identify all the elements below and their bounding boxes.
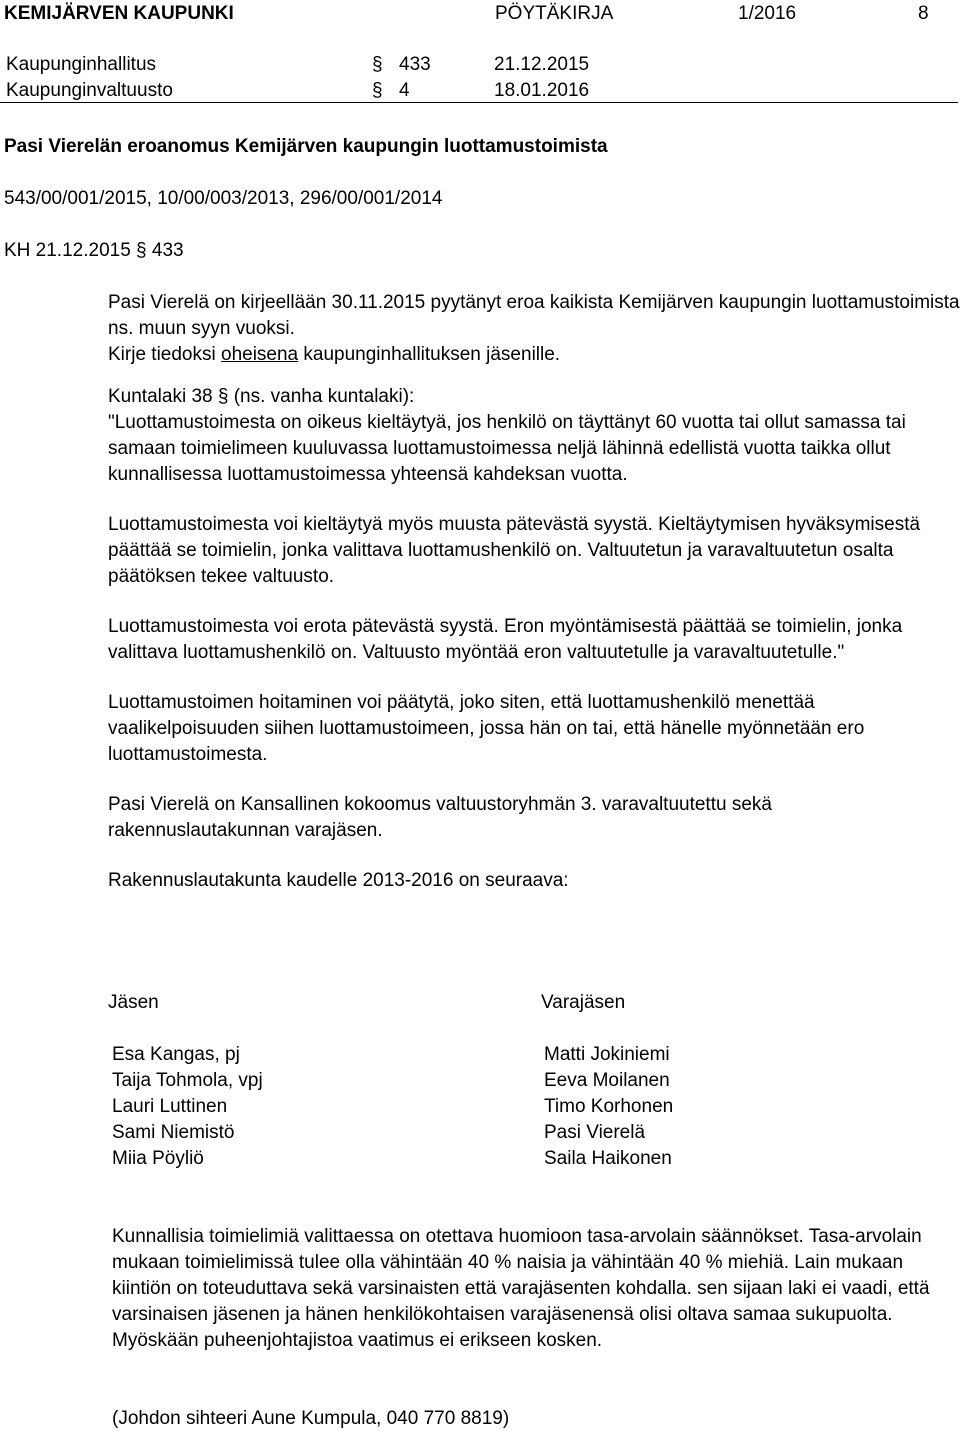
member-list — [112, 1042, 263, 1172]
body-name: Kaupunginvaltuusto — [6, 80, 173, 101]
municipality-name: KEMIJÄRVEN KAUPUNKI — [4, 3, 234, 24]
group-paragraph: Pasi Vierelä on Kansallinen kokoomus valtuustoryhmän 3. varavaltuutettu sekä rakennuslautakunnan varajäsen. — [108, 794, 772, 841]
case-title: Pasi Vierelän eroanomus Kemijärven kaupungin luottamustoimista — [4, 136, 608, 157]
section-icon: § — [217, 386, 229, 407]
list-item: Lauri Luttinen — [112, 1096, 228, 1117]
list-item: Timo Korhonen — [544, 1096, 674, 1117]
law-quote-2: Luottamustoimesta voi kieltäytyä myös muusta pätevästä syystä. Kieltäytymisen hyväksymisestä päättää se toimielin, jonka valittava luottamushenkilö on. Valtuutetun ja varavaltuutetun osalta päätöksen tekee valtuusto. — [108, 514, 921, 587]
list-item: Sami Niemistö — [112, 1122, 235, 1143]
contact-info: (Johdon sihteeri Aune Kumpula, 040 770 8819) — [112, 1408, 510, 1429]
main-text — [108, 290, 960, 894]
deputy-list — [544, 1042, 673, 1172]
member-column-header: Jäsen — [108, 992, 159, 1013]
meeting-date: 18.01.2016 — [494, 80, 590, 101]
section-icon: § — [136, 240, 147, 261]
law-quote-3: Luottamustoimesta voi erota pätevästä syystä. Eron myöntämisestä päättää se toimielin, jonka valittava luottamushenkilö on. Valtuusto myöntää eron valtuutetulle ja varavaltuutetulle." — [108, 616, 903, 663]
equality-paragraph: Kunnallisia toimielimiä valittaessa on otettava huomioon tasa-arvolain säännökset. Tasa-arvolain mukaan toimielimissä tulee olla vähintään 40 % naisia ja vähintään 40 % miehiä. Lain mukaan kiintiön on toteuduttava sekä varsinaisten että varajäsenten kohdalla. sen sijaan laki ei vaadi, että varsinaisen jäsenen ja hänen henkilökohtaisen varajäsenensä olisi oltava samaa sukupuolta. Myöskään puheenjohtajistoa vaatimus ei erikseen kosken. — [112, 1226, 930, 1351]
section-number: 433 — [399, 54, 431, 75]
list-item: Miia Pöyliö — [112, 1148, 204, 1169]
document-number: 1/2016 — [738, 3, 797, 24]
header-divider — [0, 102, 958, 103]
kh-date: KH 21.12.2015 — [4, 240, 131, 261]
list-item: Matti Jokiniemi — [544, 1044, 670, 1065]
law-quote-1: "Luottamustoimesta on oikeus kieltäytyä, jos henkilö on täyttänyt 60 vuotta tai ollut samassa tai samaan toimielimeen kuuluvassa luottamustoimessa neljä lähinnä edellistä vuotta taikka ollut kunnallisessa luottamustoimessa yhteensä kahdeksan vuotta. — [108, 412, 906, 485]
list-item: Eeva Moilanen — [544, 1070, 670, 1091]
list-item: Taija Tohmola, vpj — [112, 1070, 263, 1091]
reference-numbers: 543/00/001/2015, 10/00/003/2013, 296/00/001/2014 — [4, 188, 443, 209]
office-paragraph: Luottamustoimen hoitaminen voi päätytä, joko siten, että luottamushenkilö menettää vaalikelpoisuuden siihen luottamustoimeen, jossa hän on tai, että hänelle myönnetään ero luottamustoimesta. — [108, 692, 865, 765]
body-name: Kaupunginhallitus — [6, 54, 157, 75]
deputy-column-header: Varajäsen — [541, 992, 626, 1013]
list-item: Esa Kangas, pj — [112, 1044, 240, 1065]
kh-section: 433 — [151, 240, 184, 261]
law-heading: Kuntalaki 38 § (ns. vanha kuntalaki): — [108, 386, 415, 407]
section-icon: § — [372, 80, 383, 101]
attachment-link[interactable]: oheisena — [221, 344, 299, 365]
meeting-date: 21.12.2015 — [494, 54, 590, 75]
document-type: PÖYTÄKIRJA — [495, 3, 614, 24]
list-item: Pasi Vierelä — [544, 1122, 646, 1143]
letter-paragraph: Pasi Vierelä on kirjeellään 30.11.2015 pyytänyt eroa kaikista Kemijärven kaupungin luottamustoimista ns. muun syyn vuoksi. — [108, 292, 960, 339]
board-paragraph: Rakennuslautakunta kaudelle 2013-2016 on seuraava: — [108, 870, 569, 891]
page-number: 8 — [918, 3, 929, 24]
section-icon: § — [372, 54, 383, 75]
letter-info: Kirje tiedoksi oheisena kaupunginhallituksen jäsenille. — [108, 344, 561, 365]
section-number: 4 — [399, 80, 410, 101]
list-item: Saila Haikonen — [544, 1148, 672, 1169]
kh-reference — [4, 240, 184, 262]
